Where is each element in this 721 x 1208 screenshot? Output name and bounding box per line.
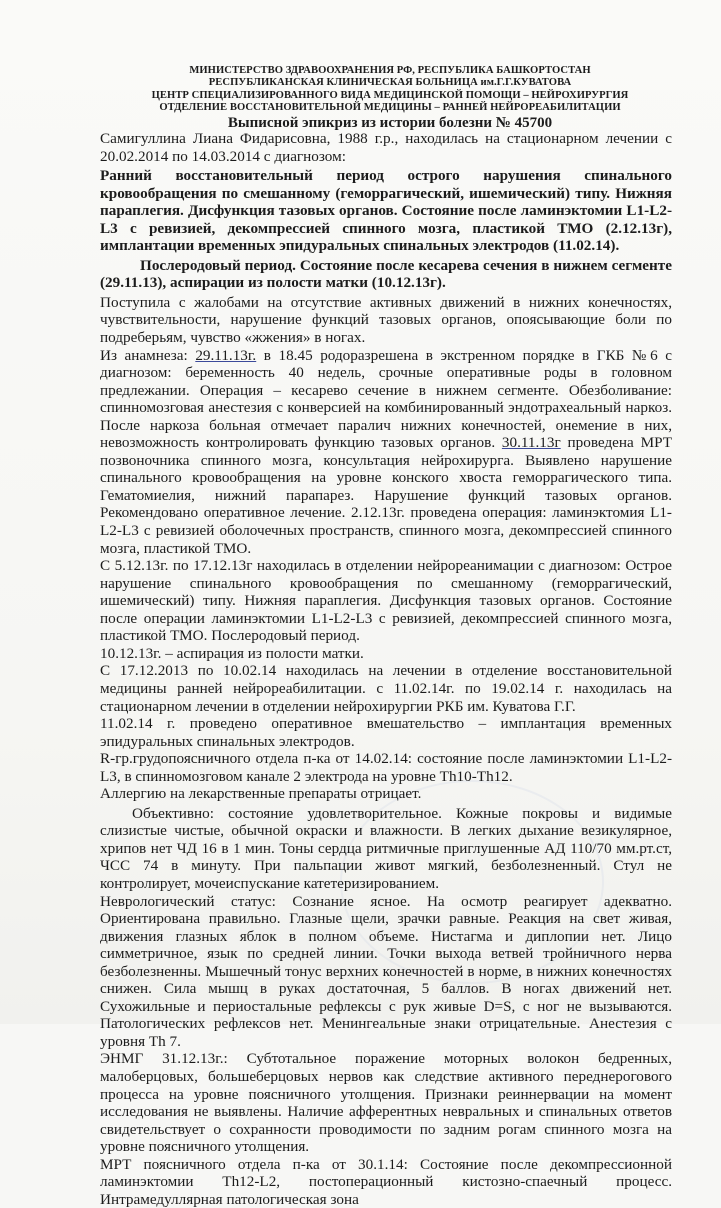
anamnesis-part1: в 18.45 родоразрешена в экстренном порядке в ГКБ №6 с диагнозом: беременность 40 недель, срочные оперативные роды в головном предлежании. Операция – кесарево сечение в нижнем сегменте. Обезболивание: спинномозговая анестезия с конверсией на комбинированный эндотрахеальный наркоз. После наркоза больная отмечает паралич нижних конечностей, онемение в них, невозможность контролировать функцию тазовых органов. <box>100 346 673 452</box>
diagnosis-main: Ранний восстановительный период острого нарушения спинального кровообращения по смешанному (геморрагический, ишемический) типу. Нижняя параплегия. Дисфункция тазовых органов. Состояние после ламинэктомии L1-L2-L3 с ревизией, декомпрессией спинного мозга, пластикой ТМО (2.12.13г), имплантации временных эпидуральных спинальных электродов (11.02.14). <box>100 167 672 255</box>
mri-result: МРТ поясничного отдела п-ка от 30.1.14: Состояние после декомпрессионной ламинэктомии Th12-L2, постоперационный кистозно-спаечный процесс. Интрамедуллярная патологическая зона <box>100 1155 672 1208</box>
letterhead-hospital: РЕСПУБЛИКАНСКАЯ КЛИНИЧЕСКАЯ БОЛЬНИЦА им.Г.Г.КУВАТОВА <box>208 77 572 89</box>
anamnesis <box>100 347 672 558</box>
letterhead-center: ЦЕНТР СПЕЦИАЛИЗИРОВАННОГО ВИДА МЕДИЦИНСКОЙ ПОМОЩИ – НЕЙРОХИРУРГИЯ <box>151 89 629 101</box>
document-title: Выписной эпикриз из истории болезни № 45700 <box>227 115 553 131</box>
anamnesis-prefix: Из анамнеза: <box>100 346 196 364</box>
anamnesis-part2: проведена МРТ позвоночника спинного мозга, консультация нейрохирурга. Выявлено нарушение спинального кровообращения на уровне конского хвоста геморрагического типа. Гематомиелия, нижний парапарез. Нарушение функций тазовых органов. Рекомендовано оперативное лечение. 2.12.13г. проведена операция: ламинэктомия L1-L2-L3 с ревизией оболочечных пространств, спинного мозга, декомпрессией спинного мозга, пластикой ТМО. <box>100 434 672 557</box>
anamnesis-date-birth: 29.11.13г. <box>195 346 257 364</box>
objective-label: Объективно <box>132 804 210 822</box>
letterhead-department: ОТДЕЛЕНИЕ ВОССТАНОВИТЕЛЬНОЙ МЕДИЦИНЫ – РАННЕЙ НЕЙРОРЕАБИЛИТАЦИИ <box>159 102 621 114</box>
anamnesis-xray: R-гр.грудопоясничного отдела п-ка от 14.02.14: состояние после ламинэктомии L1-L2-L3, в спинномозговом канале 2 электрода на уровне Th10-Th12. <box>100 750 672 785</box>
anamnesis-date-mri: 30.11.13г <box>501 434 561 452</box>
complaints: Поступила с жалобами на отсутствие активных движений в нижних конечностях, чувствительности, нарушение функций тазовых органов, опоясывающие боли по подреберьям, чувство «жжения» в ногах. <box>100 293 672 347</box>
objective-text: : состояние удовлетворительное. Кожные покровы и видимые слизистые чистые, обычной окраски и влажности. В легких дыхание везикулярное, хрипов нет ЧД 16 в 1 мин. Тоны сердца ритмичные приглушенные АД 110/70 мм.рт.ст, ЧСС 74 в минуту. При пальпации живот мягкий, безболезненный. Стул не контролирует, мочеиспускание катетеризированием. <box>100 804 672 892</box>
letterhead-ministry: МИНИСТЕРСТВО ЗДРАВООХРАНЕНИЯ РФ, РЕСПУБЛИКА БАШКОРТОСТАН <box>189 65 591 76</box>
anamnesis-allergy: Аллергию на лекарственные препараты отрицает. <box>100 785 422 803</box>
anamnesis-rehab: С 17.12.2013 по 10.02.14 находилась на лечении в отделение восстановительной медицины ранней нейрореабилитации. с 11.02.14г. по 19.02.14 г. находилась на стационарном лечении в отделении нейрохирургии РКБ им. Куватова Г.Г. <box>100 662 672 715</box>
diagnosis-secondary: Послеродовый период. Состояние после кесарева сечения в нижнем сегменте (29.11.13), аспирации из полости матки (10.12.13г). <box>100 256 672 292</box>
enmg-result: ЭНМГ 31.12.13г.: Субтотальное поражение моторных волокон бедренных, малоберцовых, большеберцовых нервов как следствие активного переднерогового процесса на уровне поясничного утолщения. Признаки реиннервации на момент исследования не выявлены. Наличие афферентных невральных и спинальных ответов свидетельствует о сохранности проводимости по задним рогам спинного мозга на уровне поясничного утолщения. <box>100 1050 672 1156</box>
objective-status <box>100 805 672 893</box>
anamnesis-icu: С 5.12.13г. по 17.12.13г находилась в отделении нейрореанимации с диагнозом: Острое нарушение спинального кровообращения по смешанному (геморрагический, ишемический) типу. Нижняя параплегия. Дисфункция тазовых органов. Состояние после операции ламинэктомии L1-L2-L3 с ревизией, декомпрессией спинного мозга, пластикой ТМО. Послеродовый период. <box>100 557 672 645</box>
letterhead <box>150 65 630 115</box>
patient-intro: Самигуллина Лиана Фидарисовна, 1988 г.р., находилась на стационарном лечении с 20.02.2014 по 14.03.2014 с диагнозом: <box>100 130 672 165</box>
anamnesis-aspiration: 10.12.13г. – аспирация из полости матки. <box>100 644 364 662</box>
document-body <box>100 130 672 1208</box>
anamnesis-implant: 11.02.14 г. проведено оперативное вмешательство – имплантация временных эпидуральных спинальных электродов. <box>100 715 672 750</box>
neurological-status: Неврологический статус: Сознание ясное. На осмотр реагирует адекватно. Ориентирована правильно. Глазные щели, зрачки равные. Реакция на свет живая, движения глазных яблок в полном объеме. Нистагма и диплопии нет. Лицо симметричное, язык по средней линии. Точки выхода ветвей тройничного нерва безболезненны. Мышечный тонус верхних конечностей в норме, в нижних конечностях снижен. Сила мышц в руках достаточная, 5 баллов. В ногах движений нет. Сухожильные и периостальные рефлексы с рук живые D=S, с ног не вызываются. Патологических рефлексов нет. Менингеальные знаки отрицательные. Анестезия с уровня Th 7. <box>100 892 672 1050</box>
